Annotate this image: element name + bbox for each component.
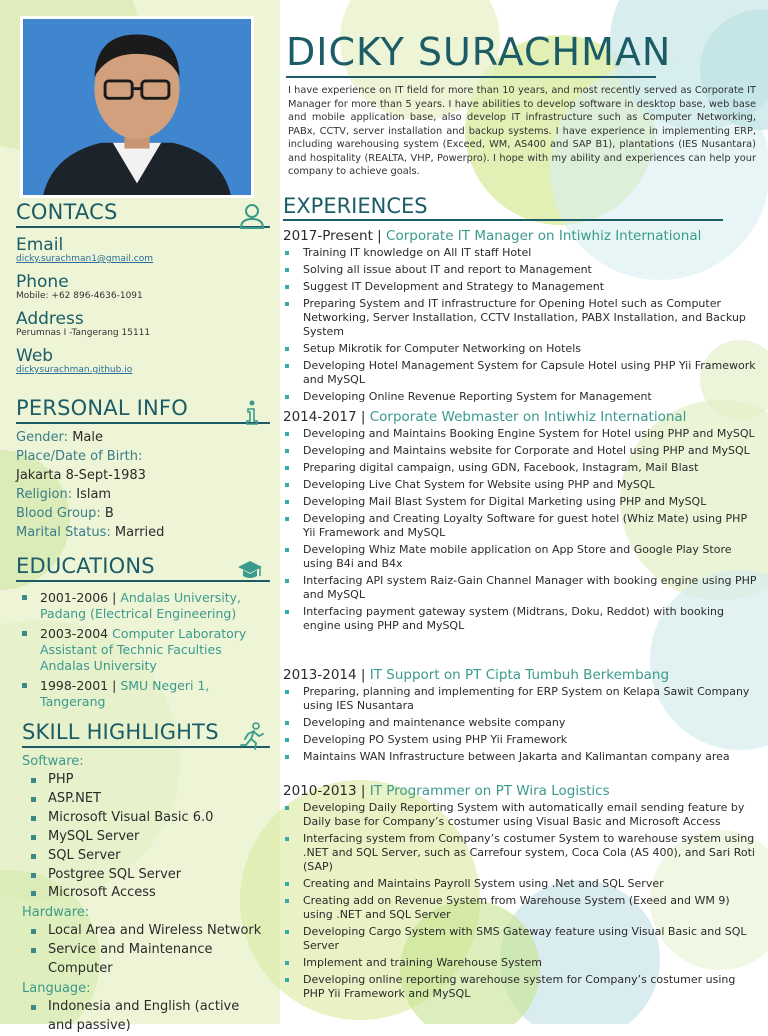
job-period: 2017-Present | — [283, 228, 382, 244]
list-item: Suggest IT Development and Strategy to Management — [283, 280, 757, 294]
list-item: Implement and training Warehouse System — [283, 956, 757, 970]
education-year: 1998-2001 | — [40, 678, 117, 693]
job-role: Corporate Webmaster on Intiwhiz International — [369, 409, 687, 425]
job-block — [283, 782, 757, 1004]
job-period: 2014-2017 | — [283, 409, 366, 425]
sidebar — [16, 200, 270, 1036]
blood-row — [16, 504, 270, 523]
education-name: Andalas University, Padang (Electrical Engineering) — [40, 590, 242, 621]
job-block — [283, 666, 757, 767]
educations-heading — [16, 554, 270, 582]
list-item: Developing Whiz Mate mobile application on App Store and Google Play Store using B4i and B4x — [283, 543, 757, 571]
list-item: Developing Online Revenue Reporting System for Management — [283, 390, 757, 404]
list-item: Developing and maintenance website company — [283, 716, 757, 730]
blood-key: Blood Group: — [16, 506, 101, 521]
job-block — [283, 227, 757, 407]
language-label: Language: — [22, 981, 91, 997]
list-item: Developing Mail Blast System for Digital Marketing using PHP and MySQL — [283, 495, 757, 509]
education-year: 2001-2006 | — [40, 590, 117, 605]
personal-info-list — [16, 428, 270, 542]
birth-key: Place/Date of Birth: — [16, 449, 143, 464]
birth-value: Jakarta 8-Sept-1983 — [16, 468, 146, 483]
experiences-heading: EXPERIENCES — [283, 194, 723, 221]
list-item: Postgree SQL Server — [22, 866, 270, 885]
running-person-icon — [238, 722, 266, 750]
hardware-list — [22, 922, 270, 979]
job-duties — [283, 427, 757, 633]
marital-key: Marital Status: — [16, 525, 111, 540]
phone-value: Mobile: +62 896-4636-1091 — [16, 291, 143, 301]
education-item — [16, 590, 270, 622]
birth-row — [16, 447, 270, 466]
list-item: Interfacing payment gateway system (Midtrans, Doku, Reddot) with booking engine using PHP and MySQL — [283, 605, 757, 633]
list-item: Interfacing system from Company’s costumer System to warehouse system using .NET and SQL Server, such as Carrefour system, Coca Cola (AS 400), and Sari Roti (SAP) — [283, 832, 757, 874]
list-item: Preparing digital campaign, using GDN, Facebook, Instagram, Mail Blast — [283, 461, 757, 475]
education-year: 2003-2004 — [40, 626, 109, 641]
phone-label: Phone — [16, 272, 69, 292]
list-item: Solving all issue about IT and report to Management — [283, 263, 757, 277]
list-item: Local Area and Wireless Network — [22, 922, 270, 941]
religion-key: Religion: — [16, 487, 73, 502]
list-item: PHP — [22, 771, 270, 790]
address-value: Perumnas I -Tangerang 15111 — [16, 328, 151, 338]
personal-info-heading — [16, 396, 270, 424]
job-period: 2013-2014 | — [283, 667, 366, 683]
list-item: Developing Hotel Management System for Capsule Hotel using PHP Yii Framework and MySQL — [283, 359, 757, 387]
user-icon — [238, 202, 266, 230]
software-label: Software: — [22, 754, 84, 769]
skills-heading — [22, 720, 270, 748]
email-link[interactable]: dicky.surachman1@gmail.com — [16, 254, 154, 264]
job-header — [283, 227, 757, 246]
list-item: Interfacing API system Raiz-Gain Channel Manager with booking engine using PHP and MySQL — [283, 574, 757, 602]
profile-summary: I have experience on IT field for more than 10 years, and most recently served as Corporate IT Manager for more than 5 years. I have abilities to develop software in desktop base, web base and mobile application base, also develop IT infrastructure such as Computer Networking, PABx, CCTV, server installation and backup systems. I have experience in implementing ERP, including warehousing system (Exceed, WM, AS400 and SAP B1), plantations (IES Nusantara) and hospitality (REALTA, VHP, Powerpro). I hope with my ability and experiences can help your company to achieve goals. — [288, 85, 756, 177]
info-icon — [238, 398, 266, 426]
skills-list — [22, 752, 270, 1036]
list-item: Microsoft Access — [22, 884, 270, 903]
contacts-list — [16, 236, 270, 376]
job-header — [283, 666, 757, 685]
list-item: Developing and Creating Loyalty Software for guest hotel (Whiz Mate) using PHP Yii Framework and MySQL — [283, 512, 757, 540]
name-divider — [286, 76, 656, 78]
educations-list — [16, 590, 270, 710]
list-item: Developing Live Chat System for Website using PHP and MySQL — [283, 478, 757, 492]
contacts-heading — [16, 200, 270, 228]
gender-key: Gender: — [16, 430, 69, 445]
religion-value: Islam — [76, 487, 112, 502]
job-role: IT Programmer on PT Wira Logistics — [369, 783, 610, 799]
marital-row — [16, 523, 270, 542]
job-header — [283, 782, 757, 801]
educations-title: EDUCATIONS — [16, 554, 155, 578]
list-item: Service and Maintenance Computer — [22, 941, 270, 979]
list-item: ASP.NET — [22, 790, 270, 809]
list-item: Creating and Maintains Payroll System using .Net and SQL Server — [283, 877, 757, 891]
contacts-title: CONTACS — [16, 200, 118, 224]
list-item: Indonesia and English (active and passive) — [22, 998, 270, 1036]
education-name: Computer Laboratory Assistant of Technic Faculties Andalas University — [40, 626, 247, 673]
email-label: Email — [16, 235, 64, 255]
list-item: Training IT knowledge on All IT staff Hotel — [283, 246, 757, 260]
list-item: Setup Mikrotik for Computer Networking on Hotels — [283, 342, 757, 356]
job-duties — [283, 685, 757, 764]
address-label: Address — [16, 309, 84, 329]
list-item: Creating add on Revenue System from Warehouse System (Exeed and WM 9) using .NET and SQL Server — [283, 894, 757, 922]
list-item: Developing online reporting warehouse system for Company’s costumer using PHP Yii Framework and MySQL — [283, 973, 757, 1001]
list-item: Developing and Maintains website for Corporate and Hotel using PHP and MySQL — [283, 444, 757, 458]
job-role: IT Support on PT Cipta Tumbuh Berkembang — [369, 667, 670, 683]
list-item: Preparing System and IT infrastructure for Opening Hotel such as Computer Networking, Server Installation, CCTV Installation, PABX Installation, and Backup System — [283, 297, 757, 339]
personal-info-title: PERSONAL INFO — [16, 396, 188, 420]
skills-title: SKILL HIGHLIGHTS — [22, 720, 219, 744]
list-item: Developing PO System using PHP Yii Framework — [283, 733, 757, 747]
education-item — [16, 626, 270, 674]
job-duties — [283, 246, 757, 404]
education-item — [16, 678, 270, 710]
list-item: Microsoft Visual Basic 6.0 — [22, 809, 270, 828]
software-list — [22, 771, 270, 903]
list-item: Maintains WAN Infrastructure between Jakarta and Kalimantan company area — [283, 750, 757, 764]
gender-value: Male — [72, 430, 103, 445]
job-duties — [283, 801, 757, 1001]
education-name: SMU Negeri 1, Tangerang — [40, 678, 210, 709]
job-period: 2010-2013 | — [283, 783, 366, 799]
list-item: Preparing, planning and implementing for ERP System on Kelapa Sawit Company using IES Nusantara — [283, 685, 757, 713]
job-block — [283, 408, 757, 636]
list-item: SQL Server — [22, 847, 270, 866]
religion-row — [16, 485, 270, 504]
birth-value-row — [16, 466, 270, 485]
hardware-label: Hardware: — [22, 905, 90, 921]
candidate-name: DICKY SURACHMAN — [286, 30, 672, 74]
web-label: Web — [16, 346, 54, 366]
job-role: Corporate IT Manager on Intiwhiz International — [386, 228, 702, 244]
gender-row — [16, 428, 270, 447]
job-header — [283, 408, 757, 427]
list-item: Developing Cargo System with SMS Gateway feature using Visual Basic and SQL Server — [283, 925, 757, 953]
blood-value: B — [104, 506, 114, 521]
graduation-cap-icon — [230, 556, 270, 584]
profile-photo — [20, 16, 254, 198]
list-item: Developing and Maintains Booking Engine System for Hotel using PHP and MySQL — [283, 427, 757, 441]
marital-value: Married — [114, 525, 165, 540]
language-list — [22, 998, 270, 1036]
avatar — [23, 19, 251, 195]
list-item: MySQL Server — [22, 828, 270, 847]
web-link[interactable]: dickysurachman.github.io — [16, 365, 133, 375]
list-item: Developing Daily Reporting System with automatically email sending feature by Daily base for Company’s costumer using Visual Basic and Microsoft Access — [283, 801, 757, 829]
